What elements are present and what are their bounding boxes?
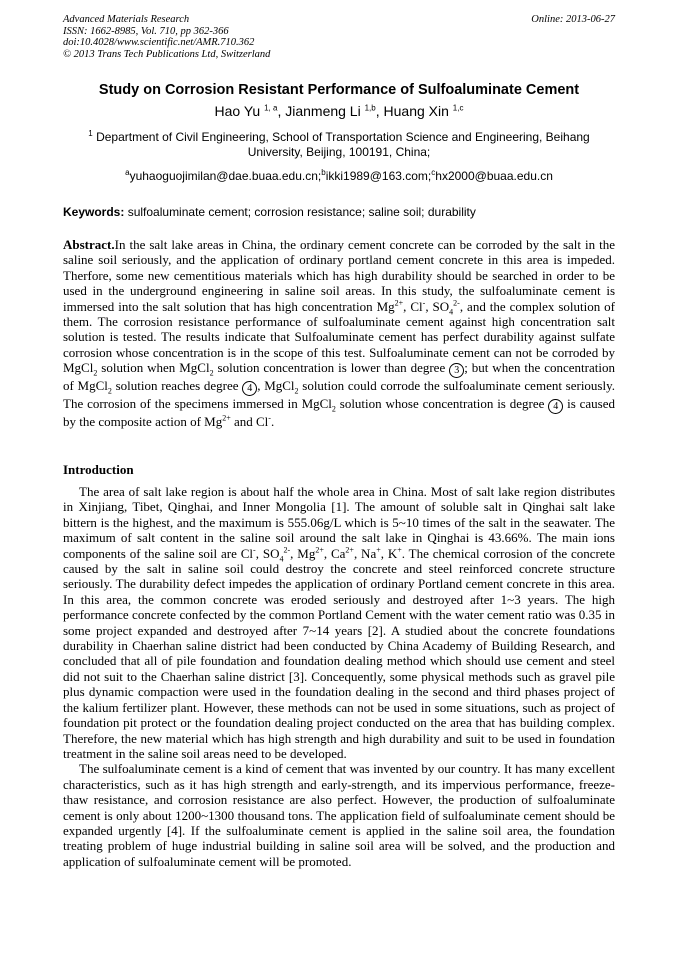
journal-issn: ISSN: 1662-8985, Vol. 710, pp 362-366: [63, 25, 229, 37]
affiliation-text: Department of Civil Engineering, School of Transportation Science and Engineering, Beihang University, Beijing, 100191, China;: [96, 130, 590, 159]
email-link[interactable]: yuhaoguojimilan@dae.buaa.edu.cn;: [129, 169, 322, 183]
paragraph: The area of salt lake region is about half the whole area in China. Most of salt lake region distributes in Xinjiang, Tibet, Qinghai, and Inner Mongolia [1]. The amount of soluble salt in Qinghai salt lake bittern is the highest, and the maximum is 555.06g/L which is 5~10 times of the salt in the seawater. The maximum of salt content in the saline soil around the salt lake in Qinghai is 43.66%. The main ions components of the saline soil are Cl-, $SO_4^{2-}$, $Mg^{2+}$, $Ca^{2+}$, Na+, K+. The chemical corrosion of the concrete caused by the salt in saline soil could destroy the concrete and steel reinforced concrete structure seriously. The durability defect impedes the application of ordinary Portland cement concrete in this area. In this area, the common concrete was eroded seriously and destroyed after 1~3 years. The high performance concrete confected by the common Portland Cement with the water cement ratio was 0.35 in some project expanded and destroyed after 7~14 years [2]. A studied about the concrete foundations durability in Chaerhan saline district had been conducted by China Academy of Building Research, and concluded that all of pile foundation and foundation dealing method which should use cement and steel did not suit to the Chaerhan saline district [3]. Concequently, some physical methods such as gravel pile plus dynamic compaction were used in the foundation dealing in the second and third phases project of the kalium fertilizer plant. However, these methods can not be used in some situations, such as project of foundation pit protect or the foundation dealing project conducted on the area that has building complex. Therefore, the new material which has high strength and high durability and suit to be used in foundation treatment in the saline soil areas need to be developed.: [63, 484, 615, 761]
author-affiliation-mark: 1, a: [264, 103, 278, 113]
author-name: Jianmeng Li: [285, 103, 361, 119]
degree-marker: 4: [242, 381, 257, 396]
journal-copyright: © 2013 Trans Tech Publications Ltd, Switzerland: [63, 48, 271, 60]
affiliation: [63, 130, 615, 159]
degree-marker: 4: [548, 399, 563, 414]
author-name: Hao Yu: [214, 103, 261, 119]
journal-doi: doi:10.4028/www.scientific.net/AMR.710.362: [63, 37, 255, 48]
email-mark: a: [125, 168, 130, 177]
email-mark: c: [431, 168, 436, 177]
author-list: Hao Yu $^{1, a}$, Jianmeng Li $^{1,b}$, Huang Xin $^{1,c}$: [214, 103, 464, 119]
author-emails: [63, 169, 615, 183]
journal-name: Advanced Materials Research: [63, 14, 190, 25]
journal-header: [63, 14, 615, 60]
paragraph: The sulfoaluminate cement is a kind of cement that was invented by our country. It has many excellent characteristics, such as it has high strength and early-strength, and its impervious performance, freeze-thaw resistance, and corrosion resistance are also perfect. However, the production of sulfoaluminate cement is only about 1200~1300 thousand tons. The application field of sulfoaluminate cement should be expanded urgently [4]. If the sulfoaluminate cement is applied in the saline soil area, the foundation treating problem of huge industrial building in saline soil area will be solved, and the production and application of sulfoaluminate cement will be promoted.: [63, 761, 615, 869]
paper-title: Study on Corrosion Resistant Performance of Sulfoaluminate Cement: [98, 82, 580, 98]
online-date: Online: 2013-06-27: [531, 14, 615, 25]
keywords: [63, 205, 615, 219]
keywords-text: sulfoaluminate cement; corrosion resistance; saline soil; durability: [127, 205, 476, 219]
affiliation-number: 1: [88, 129, 93, 138]
abstract: Abstract.In the salt lake areas in China, the ordinary cement concrete can be corroded by the salt in the saline soil seriously, and the application of ordinary portland cement concrete in this area is impeded. Therfore, some new cementitious materials which has high durability should be searched in order to be used in the underground engineering in saline soil areas. In this study, the sulfoaluminate cement is immersed into the salt solution that has high concentration $Mg^{2+}$, Cl-, $SO_4^{2-}$, and the complex solution of them. The corrosion resistance performance of sulfoaluminate cement against high concentration salt solution is tested. The results indicate that Sulfoaluminate cement has perfect durability against sulfate corrosion whose concentration is in the scope of this test. Sulfoaluminate cement can not be corroded by MgCl$_2$ solution when MgCl$_2$ solution concentration is lower than degree 3 ; but when the concentration of MgCl$_2$ solution reaches degree 4 , MgCl$_2$ solution could corrode the sulfoaluminate cement seriously. The corrosion of the specimens immersed in MgCl$_2$ solution whose concentration is degree 4 is caused by the composite action of $Mg^{2+}$ and Cl-.: [63, 237, 616, 430]
degree-marker: 3: [449, 363, 464, 378]
introduction-body: [63, 484, 615, 869]
author-affiliation-mark: 1,b: [364, 103, 376, 113]
author-affiliation-mark: 1,c: [452, 103, 464, 113]
email-link[interactable]: hx2000@buaa.edu.cn: [435, 169, 553, 183]
keywords-label: Keywords:: [63, 205, 125, 219]
section-heading-introduction: Introduction: [63, 462, 134, 477]
author-name: Huang Xin: [383, 103, 449, 119]
email-mark: b: [321, 168, 326, 177]
email-link[interactable]: ikki1989@163.com;: [325, 169, 432, 183]
abstract-label: Abstract.: [63, 237, 115, 252]
